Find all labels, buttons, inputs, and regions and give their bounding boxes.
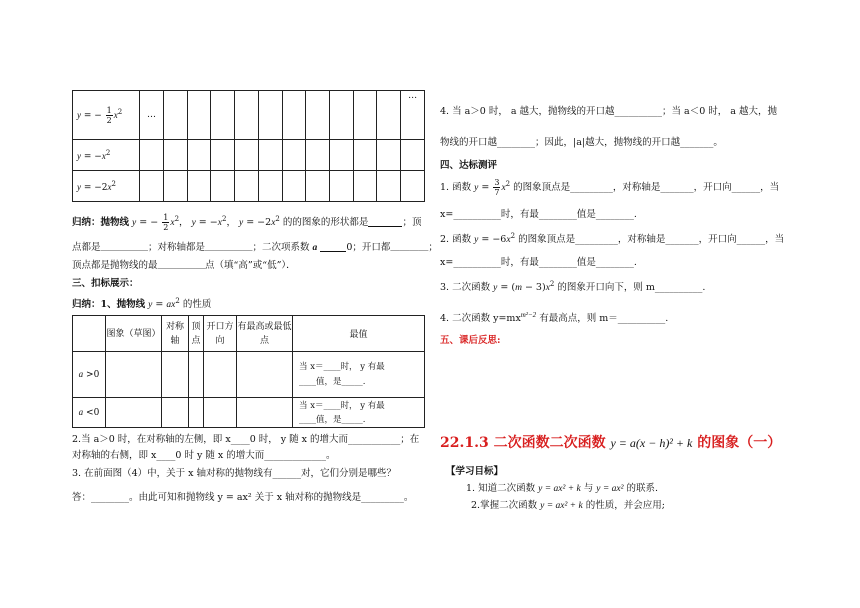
summary-2: 归纳：1、抛物线 $y = ax^2$ 的性质 <box>72 296 212 310</box>
test-2-line2: x=__________时，有最________值是________. <box>440 257 637 268</box>
test-3: 3. 二次函数 $y = (m - 3)x^2$ 的图象开口向下，则 m__________. <box>440 279 706 293</box>
section-4-title: 四、达标测评 <box>440 160 498 171</box>
goal-1: 1. 知道二次函数 y = ax² + k 与 y = ax² 的联系. <box>466 483 659 494</box>
cond-a-positive: a >0 <box>73 352 106 398</box>
grid-cell-func: y = − $\frac{1}{2}$ $x^2$ <box>73 91 140 140</box>
lesson-heading: 22.1.3 二次函数二次函数 y = a(x − h)² + k 的图象（一） <box>440 435 782 451</box>
question-2-line2: 对称轴的右侧，即 x____0 时 y 随 x 的增大而_____________。 <box>72 450 336 461</box>
header-vertex: 顶点 <box>189 316 204 352</box>
goals-title: 【学习目标】 <box>446 466 504 477</box>
grid-cell-func: $y = -x^2$ <box>73 140 140 171</box>
question-4-line1: 4. 当 a＞0 时， a 越大，抛物线的开口越__________；当 a＜0 时， a 越大，抛 <box>440 106 777 117</box>
grid-cell-func: $y = -2x^2$ <box>73 171 140 202</box>
summary-line-3: 顶点都是抛物线的最＿＿＿＿＿点（填“高”或“低”）． <box>72 260 296 271</box>
section-3-title: 三、扣标展示： <box>72 278 139 289</box>
summary-line-1: 归纳：抛物线 y = − $\frac{1}{2}$ $x^2$， $y = -x^2$， $y = -2x^2$ 的的图象的形状都是 ；顶 <box>72 213 422 232</box>
question-3: 3. 在前面图（4）中，关于 x 轴对称的抛物线有______对，它们分别是哪些？ <box>72 468 397 479</box>
test-4: 4. 二次函数 $y=mx^{m^2-2}$ 有最高点，则 m＝__________. <box>440 310 669 324</box>
grid-cell-ellipsis: … <box>401 91 425 140</box>
question-2-line1: 2.当 a＞0 时，在对称轴的左侧，即 x____0 时， y 随 x 的增大而___________；在 <box>72 434 420 445</box>
question-4-line2: 物线的开口越________；因此，|a|越大，抛物线的开口越_______。 <box>440 137 723 148</box>
summary-line-2: 点都是＿＿＿＿＿；对称轴都是＿＿＿＿＿；二次项系数 a 0；开口都＿＿＿＿； <box>72 242 438 253</box>
header-graph: 图象（草图） <box>106 316 162 352</box>
value-cell: 当 x＝____时， y 有最 ____值，是_____. <box>293 398 425 428</box>
section-5-title: 五、课后反思: <box>440 335 501 346</box>
test-2-line1: 2. 函数 $y = -6x^2$ 的图象顶点是_________，对称轴是_______，开口向______，当 <box>440 231 785 245</box>
header-opening: 开口方向 <box>204 316 237 352</box>
function-grid-table <box>72 90 425 202</box>
header-value: 最值 <box>293 316 425 352</box>
test-1-line1: 1. 函数 y = $\frac{3}{7}$ $x^2$ 的图象顶点是_________，对称轴是_______，开口向______，当 <box>440 178 780 197</box>
value-cell: 当 x＝____时， y 有最 ____值，是_____. <box>293 352 425 398</box>
header-axis: 对称轴 <box>162 316 189 352</box>
question-3-answer: 答：________。由此可知和抛物线 y = ax² 关于 x 轴对称的抛物线是_________。 <box>72 492 414 503</box>
test-1-line2: x=__________时，有最________值是________. <box>440 209 637 220</box>
header-extreme: 有最高或最低点 <box>237 316 293 352</box>
grid-cell-ellipsis: … <box>140 91 164 140</box>
goal-2: 2.掌握二次函数 y = ax² + k 的性质，并会应用; <box>471 500 665 511</box>
cond-a-negative: a <0 <box>73 398 106 428</box>
property-table <box>72 315 425 428</box>
